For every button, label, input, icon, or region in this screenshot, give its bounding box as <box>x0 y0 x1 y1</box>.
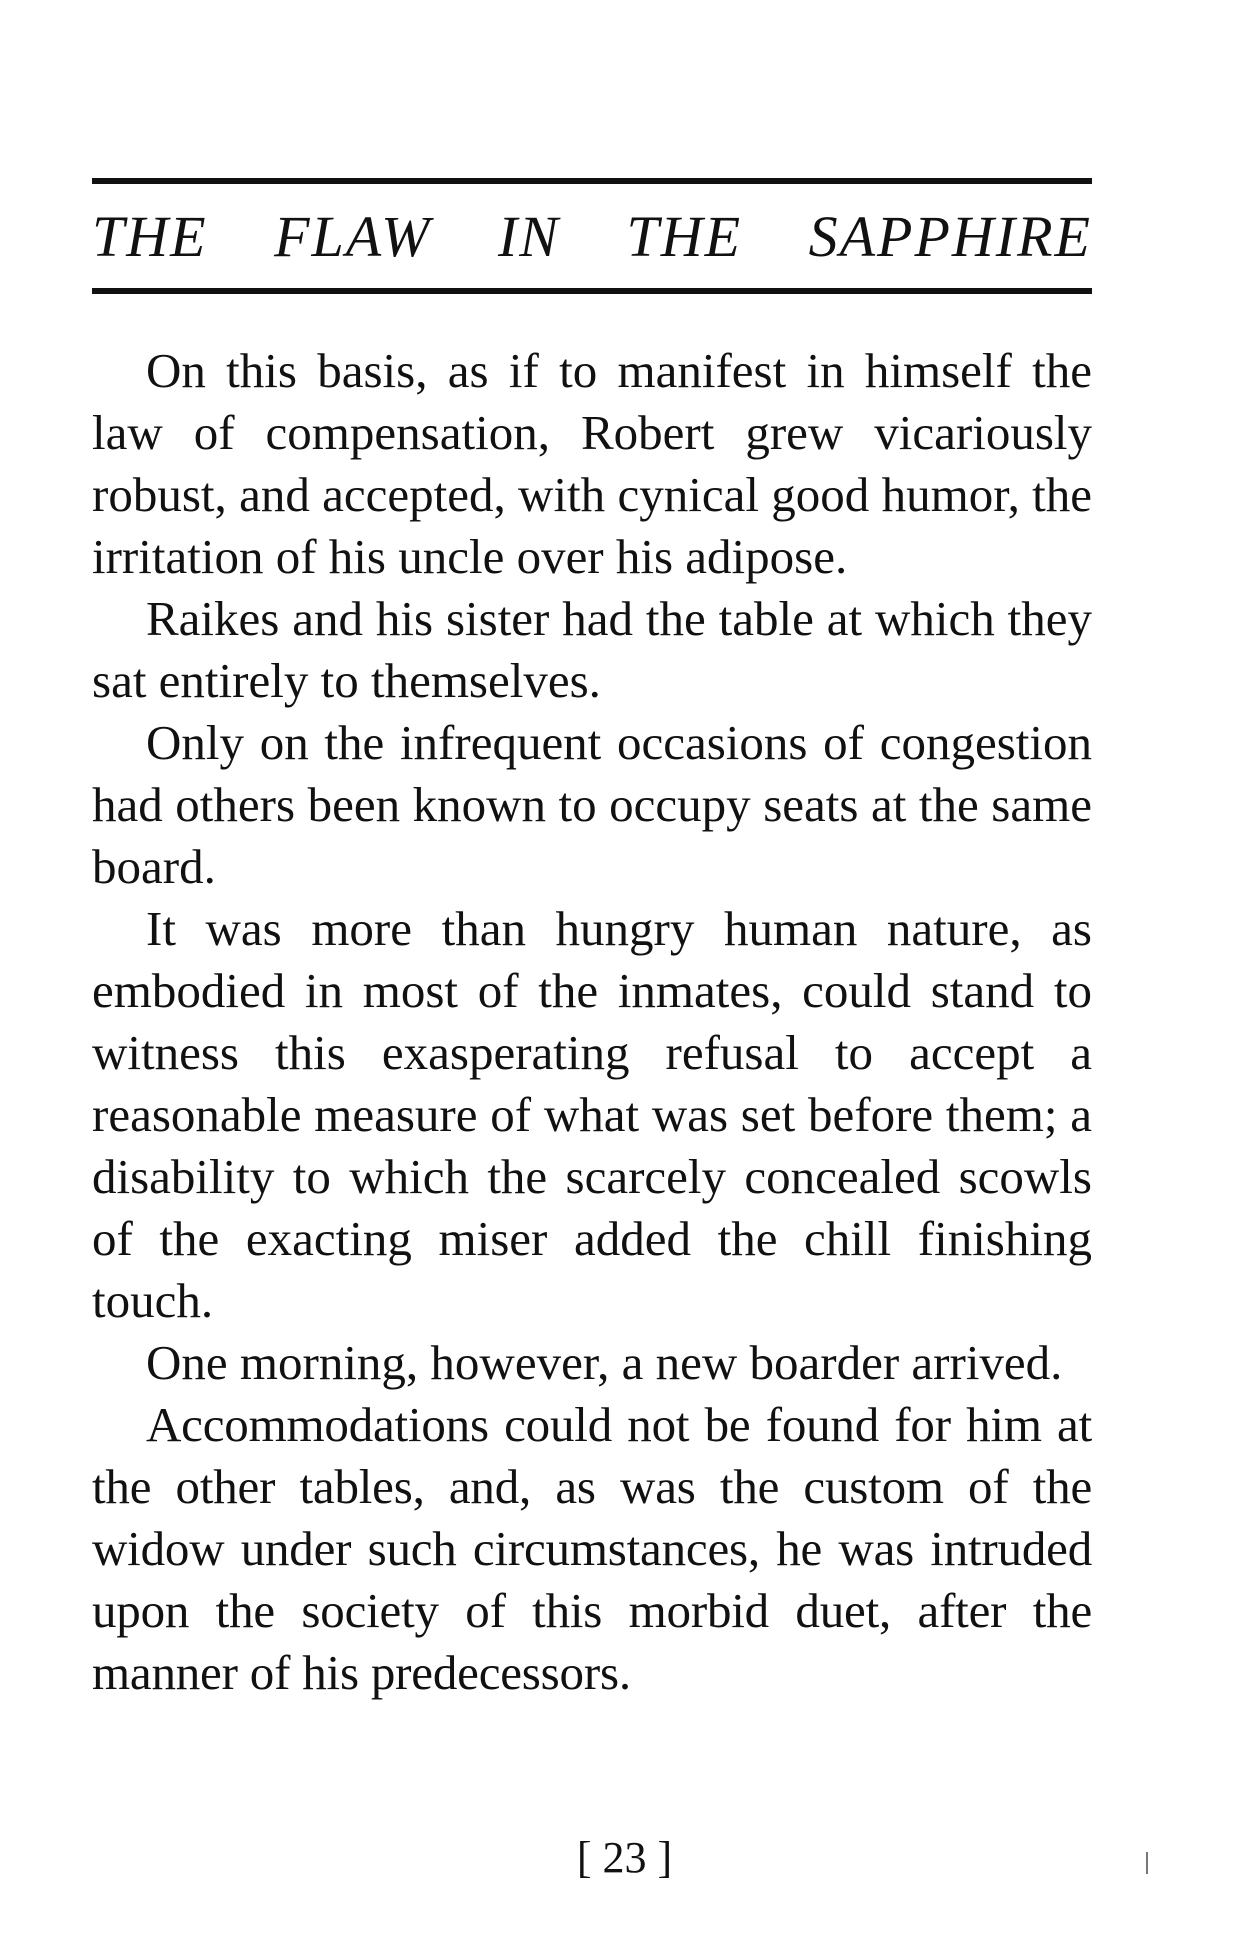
paragraph: Only on the infrequent occasions of congestion had others been known to occupy seats at the same board. <box>92 715 1092 894</box>
running-head-word: THE <box>626 203 743 269</box>
running-head-word: FLAW <box>274 203 432 269</box>
paragraph: Accommodations could not be found for him at the other tables, and, as was the custom of the widow under such circumstances, he was intruded upon the society of this morbid duet, after the manner of his predecessors. <box>92 1397 1092 1700</box>
header-bottom-rule <box>92 288 1092 294</box>
paragraph: One morning, however, a new boarder arrived. <box>146 1335 1063 1390</box>
paragraph: It was more than hungry human nature, as embodied in most of the inmates, could stand to witness this exasperating refusal to accept a reasonable measure of what was set before them; a disability to which the scarcely concealed scowls of the exacting miser added the chill finishing touch. <box>92 901 1092 1328</box>
header-top-rule <box>92 178 1092 184</box>
running-head-word: IN <box>497 203 560 269</box>
running-head <box>92 196 1092 276</box>
body-text <box>92 340 1092 1704</box>
running-head-word: THE <box>92 203 208 269</box>
margin-mark <box>1146 1852 1148 1874</box>
running-head-word: SAPPHIRE <box>808 203 1092 269</box>
paragraph: Raikes and his sister had the table at which they sat entirely to themselves. <box>92 591 1092 708</box>
paragraph: On this basis, as if to manifest in himself the law of compensation, Robert grew vicariously robust, and accepted, with cynical good humor, the irritation of his uncle over his adipose. <box>92 343 1092 584</box>
page-number: [ 23 ] <box>576 1833 673 1882</box>
